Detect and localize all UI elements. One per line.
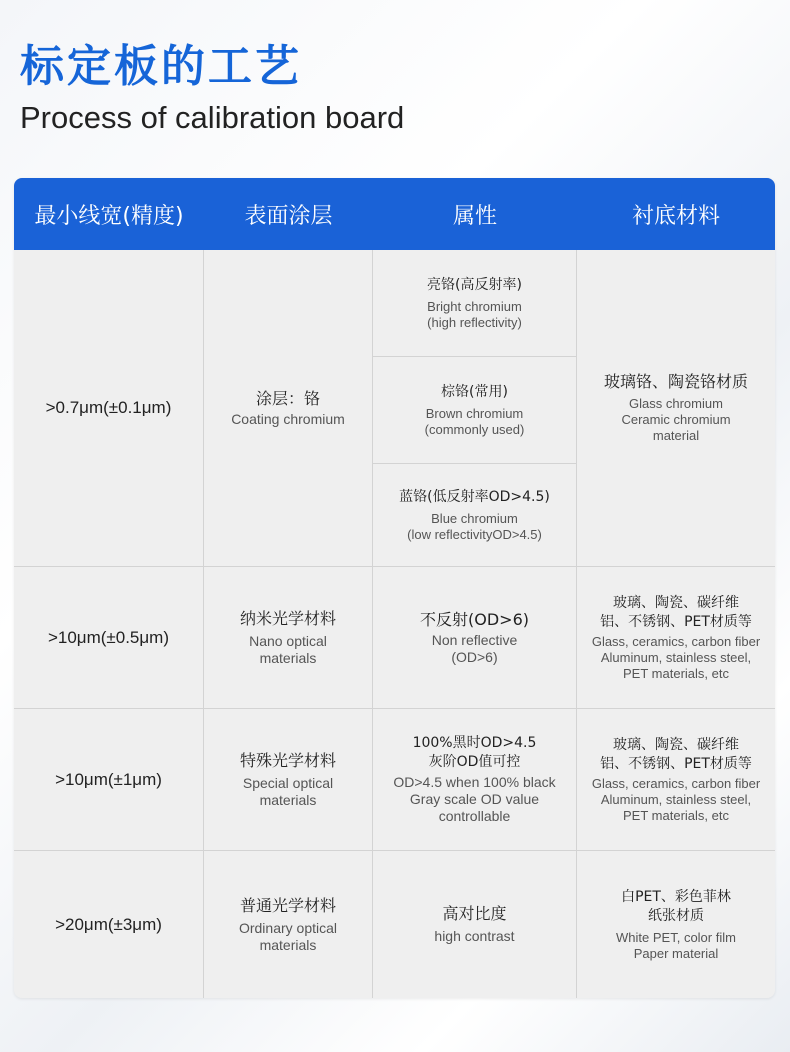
substrate-cn: 铝、不锈钢、PET材质等 [600, 613, 752, 630]
property-cn: 高对比度 [442, 904, 507, 923]
header-properties: 属性 [452, 203, 497, 229]
substrate-en: Aluminum, stainless steel, [600, 791, 752, 807]
property-en: (commonly used) [424, 421, 525, 437]
table-row-1-substrate [577, 250, 775, 566]
substrate-en: PET materials, etc [623, 665, 729, 681]
coating-cn: 纳米光学材料 [239, 608, 336, 628]
property-en: Brown chromium [425, 405, 524, 421]
header-min-line-width: 最小线宽(精度) [34, 203, 184, 229]
property-en: (high reflectivity) [427, 314, 522, 330]
min-line-width: >10μm(±0.5μm) [47, 627, 170, 647]
table-row-1-coating [204, 250, 372, 566]
property-cn: 亮铬(高反射率) [427, 276, 522, 293]
min-line-width: >20μm(±3μm) [55, 914, 162, 934]
coating-en: Coating chromium [231, 410, 345, 427]
header-surface-coating: 表面涂层 [244, 203, 333, 229]
table-row-1-width [14, 250, 203, 566]
table-row-4-substrate [577, 851, 775, 998]
property-cn: 100%黑时OD>4.5 [412, 735, 537, 751]
property-bright-chromium [373, 250, 576, 356]
substrate-en: material [652, 428, 700, 443]
table-row-4-width [14, 851, 203, 998]
coating-en: Ordinary optical [238, 919, 338, 936]
table-row-2-width [14, 567, 203, 708]
substrate-cn: 铝、不锈钢、PET材质等 [600, 755, 752, 772]
coating-en: materials [259, 649, 317, 666]
substrate-cn: 纸张材质 [648, 907, 704, 924]
substrate-en: Glass, ceramics, carbon fiber [591, 633, 761, 649]
property-brown-chromium [373, 357, 576, 463]
table-row-2-substrate [577, 567, 775, 708]
property-en: (low reflectivityOD>4.5) [407, 526, 542, 542]
substrate-en: PET materials, etc [623, 807, 729, 823]
header-substrate: 衬底材料 [631, 203, 720, 229]
property-cn: 灰阶OD值可控 [428, 754, 521, 770]
substrate-en: White PET, color film [616, 929, 736, 945]
substrate-en: Aluminum, stainless steel, [600, 649, 752, 665]
property-cn: 棕铬(常用) [441, 383, 508, 400]
min-line-width: >0.7μm(±0.1μm) [45, 398, 172, 417]
property-cn: 不反射(OD>6) [420, 609, 529, 629]
property-cn: 蓝铬(低反射率OD>4.5) [399, 488, 550, 505]
page-title-cn: 标定板的工艺 [20, 41, 302, 92]
property-en: OD>4.5 when 100% black [393, 774, 556, 790]
table-row-2-property [373, 567, 576, 708]
property-blue-chromium [373, 464, 576, 566]
table-row-3-substrate [577, 709, 775, 850]
coating-cn: 涂层：铬 [255, 388, 320, 408]
substrate-cn: 白PET、彩色菲林 [621, 888, 731, 905]
table-row-4-coating [204, 851, 372, 998]
coating-en: materials [259, 936, 317, 953]
table-row-3-property [373, 709, 576, 850]
table-row-3-coating [204, 709, 372, 850]
property-en: Gray scale OD value [409, 791, 540, 807]
min-line-width: >10μm(±1μm) [55, 769, 162, 789]
property-en: (OD>6) [451, 648, 498, 665]
coating-en: Nano optical [249, 632, 327, 649]
substrate-cn: 玻璃、陶瓷、碳纤维 [613, 594, 739, 611]
property-en: Bright chromium [427, 298, 522, 314]
table-row-4-property [373, 851, 576, 998]
substrate-en: Ceramic chromium [621, 412, 731, 427]
coating-cn: 特殊光学材料 [239, 750, 336, 770]
table-header [14, 178, 775, 250]
coating-en: materials [259, 791, 317, 808]
substrate-cn: 玻璃、陶瓷、碳纤维 [613, 736, 739, 753]
coating-en: Special optical [242, 774, 334, 791]
page-title-en: Process of calibration board [20, 100, 405, 135]
substrate-en: Glass chromium [629, 396, 723, 411]
substrate-cn: 玻璃铬、陶瓷铬材质 [603, 372, 748, 391]
table-row-3-width [14, 709, 203, 850]
property-en: controllable [438, 808, 511, 824]
process-table [14, 178, 775, 998]
property-en: Non reflective [431, 631, 518, 648]
property-en: high contrast [434, 928, 515, 944]
substrate-en: Paper material [633, 945, 719, 961]
coating-cn: 普通光学材料 [239, 895, 336, 915]
property-en: Blue chromium [431, 510, 518, 526]
table-row-2-coating [204, 567, 372, 708]
substrate-en: Glass, ceramics, carbon fiber [591, 775, 761, 791]
